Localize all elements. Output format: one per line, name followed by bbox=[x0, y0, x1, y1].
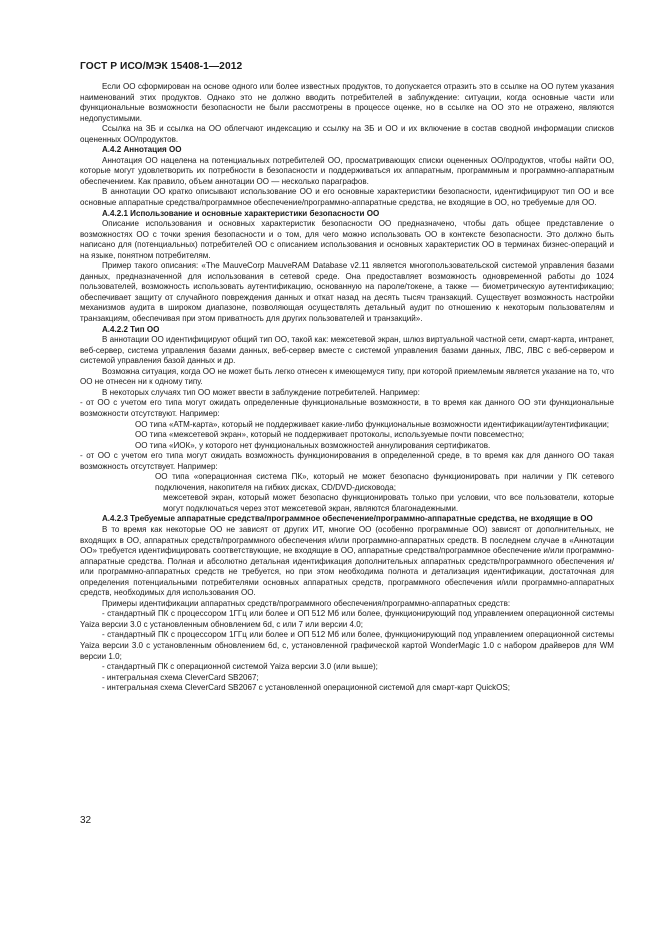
paragraph: В некоторых случаях тип ОО может ввести в заблуждение потребителей. Например: bbox=[102, 387, 420, 397]
paragraph: Ссылка на ЗБ и ссылка на ОО облегчают индексацию и ссылку на ЗБ и ОО и их включение в состав сводной информации списков оцененных ОО/продуктов. bbox=[80, 124, 614, 144]
list-item: - стандартный ПК с операционной системой Yaiza версии 3.0 (или выше); bbox=[102, 662, 378, 672]
list-item: - стандартный ПК с процессором 1ГГц или более и ОП 512 Мб или более, функционирующий под управлением операционной системы Yaiza версии 3.0 с установленным обновлением 6d, с, установленной графической картой WonderMagic 1.0 с набором драйверов для WM версии 1.0; bbox=[80, 630, 614, 661]
list-item: - от ОО с учетом его типа могут ожидать возможность функционирования в определенной среде, в то время как для данного ОО такая возможность отсутствует. Например: bbox=[80, 451, 614, 471]
paragraph: Возможна ситуация, когда ОО не может быть легко отнесен к имеющемуся типу, при которой приемлемым является указание на то, что ОО не отнесен ни к одному типу. bbox=[80, 366, 614, 387]
section-heading: А.4.2.2 Тип ОО bbox=[102, 324, 160, 334]
list-item: - от ОО с учетом его типа могут ожидать определенные функциональные возможности, в то время как данного ОО эти функциональные возможности отсутствуют. Например: bbox=[80, 398, 614, 418]
paragraph: В аннотации ОО идентифицируют общий тип ОО, такой как: межсетевой экран, шлюз виртуальной частной сети, смарт-карта, интранет, веб-сервер, система управления базами данных, веб-сервер вместе с системой управления базами данных, ЛВС, ЛВС с веб-сервером и системой управления базой данных и др. bbox=[80, 335, 614, 366]
list-subitem: межсетевой экран, который может безопасно функционировать только при условии, что все пользователи, которые могут подключаться через этот межсетевой экран, являются благонадежными. bbox=[163, 493, 614, 513]
paragraph: Описание использования и основных характеристик безопасности ОО предназначено, чтобы дать общее представление о возможностях ОО с точки зрения безопасности и о том, для чего можно использовать ОО в контексте безопасности. Это должно быть написано для (потенциальных) потребителей ОО с описанием использования и основных характеристик ОО в терминах бизнес-операций и на языке, понятном потребителям. bbox=[80, 219, 614, 260]
paragraph: Если ОО сформирован на основе одного или более известных продуктов, то допускается отразить это в ссылке на ОО путем указания наименований этих продуктов. Однако это не должно вводить потребителей в заблуждение: ситуации, когда основные части или функциональные возможности безопасности не были рассмотрены в процессе оценке, но в ссылке на ОО это не отражено, являются недопустимыми. bbox=[80, 82, 614, 123]
list-item: - интегральная схема CleverCard SB2067 с установленной операционной системой для смарт-карт QuickOS; bbox=[102, 683, 511, 693]
paragraph: Пример такого описания: «The MauveCorp MauveRAM Database v2.11 является многопользовательской системой управления базами данных, предназначенной для использования в сетевой среде. Она предоставляет возможность одновременной работы до 1024 пользователей, возможность использовать аутентификацию, основанную на пароле/токене, а также — биометрическую аутентификацию; обеспечивает защиту от случайного повреждения данных и откат назад на десять тысяч транзакций. Существует возможность настройки механизмов аудита в широком диапазоне, позволяющая осуществлять детальный аудит по отношению к некоторым пользователям и транзакциям, обеспечивая при этом приватность для других пользователей и транзакций». bbox=[80, 261, 614, 324]
list-subitem: ОО типа «межсетевой экран», который не поддерживает протоколы, используемые почти повсеместно; bbox=[135, 430, 525, 440]
list-subitem: ОО типа «АТМ-карта», который не поддерживает какие-либо функциональные возможности идентификации/аутентификации; bbox=[135, 419, 610, 429]
document-header: ГОСТ Р ИСО/МЭК 15408-1—2012 bbox=[80, 61, 243, 72]
section-heading: А.4.2.3 Требуемые аппаратные средства/программное обеспечение/программно-аппаратные средства, не входящие в ОО bbox=[102, 514, 593, 524]
section-heading: А.4.2.1 Использование и основные характеристики безопасности ОО bbox=[102, 208, 380, 218]
list-item: - стандартный ПК с процессором 1ГГц или более и ОП 512 Мб или более, функционирующий под управлением операционной системы Yaiza версии 3.0 с установленным обновлением 6d, с или 7 или версии 4.0; bbox=[80, 609, 614, 629]
paragraph: Аннотация ОО нацелена на потенциальных потребителей ОО, просматривающих списки оцененных ОО/продуктов, чтобы найти ОО, которые могут удовлетворить их потребности в безопасности и поддерживаться их аппаратным, программным и программно-аппаратным обеспечением. Как правило, объем аннотации ОО — несколько параграфов. bbox=[80, 155, 614, 186]
list-subitem: ОО типа «ИОК», у которого нет функциональных возможностей аннулирования сертификатов. bbox=[135, 440, 491, 450]
paragraph: Примеры идентификации аппаратных средств/программного обеспечения/программно-аппаратных средств: bbox=[102, 598, 511, 608]
page-number: 32 bbox=[80, 815, 92, 826]
list-subitem: ОО типа «операционная система ПК», который не может безопасно функционировать при наличии у ПК сетевого подключения, накопителя на гибких дисках, CD/DVD-дисковода; bbox=[155, 472, 614, 492]
document-body bbox=[80, 82, 614, 694]
section-heading: А.4.2 Аннотация ОО bbox=[102, 145, 182, 155]
paragraph: В аннотации ОО кратко описывают использование ОО и его основные характеристики безопасности, идентифицируют тип ОО и все основные аппаратные средства/программное обеспечение/программно-аппаратные средства, не входящие в ОО, но требуемые для ОО. bbox=[80, 187, 614, 208]
list-item: - интегральная схема CleverCard SB2067; bbox=[102, 672, 259, 682]
paragraph: В то время как некоторые ОО не зависят от других ИТ, многие ОО (особенно программные ОО) зависят от дополнительных, не входящих в ОО, аппаратных средств/программного обеспечения и/или программно-аппаратных средств. В последнем случае в «Аннотации ОО» требуется идентифицировать соответствующие, не входящие в ОО, аппаратные средства/программное обеспечение и/или программно-аппаратные средства. Полная и абсолютно детальная идентификация дополнительных аппаратных средств/программного обеспечения и/или программно-аппаратных средств не требуется, но при этом необходима полнота и детализация идентификации, достаточная для определения потенциальными потребителями основных аппаратных средств, программного обеспечения и/или программно-аппаратных средств, необходимых для использования ОО. bbox=[80, 524, 614, 598]
